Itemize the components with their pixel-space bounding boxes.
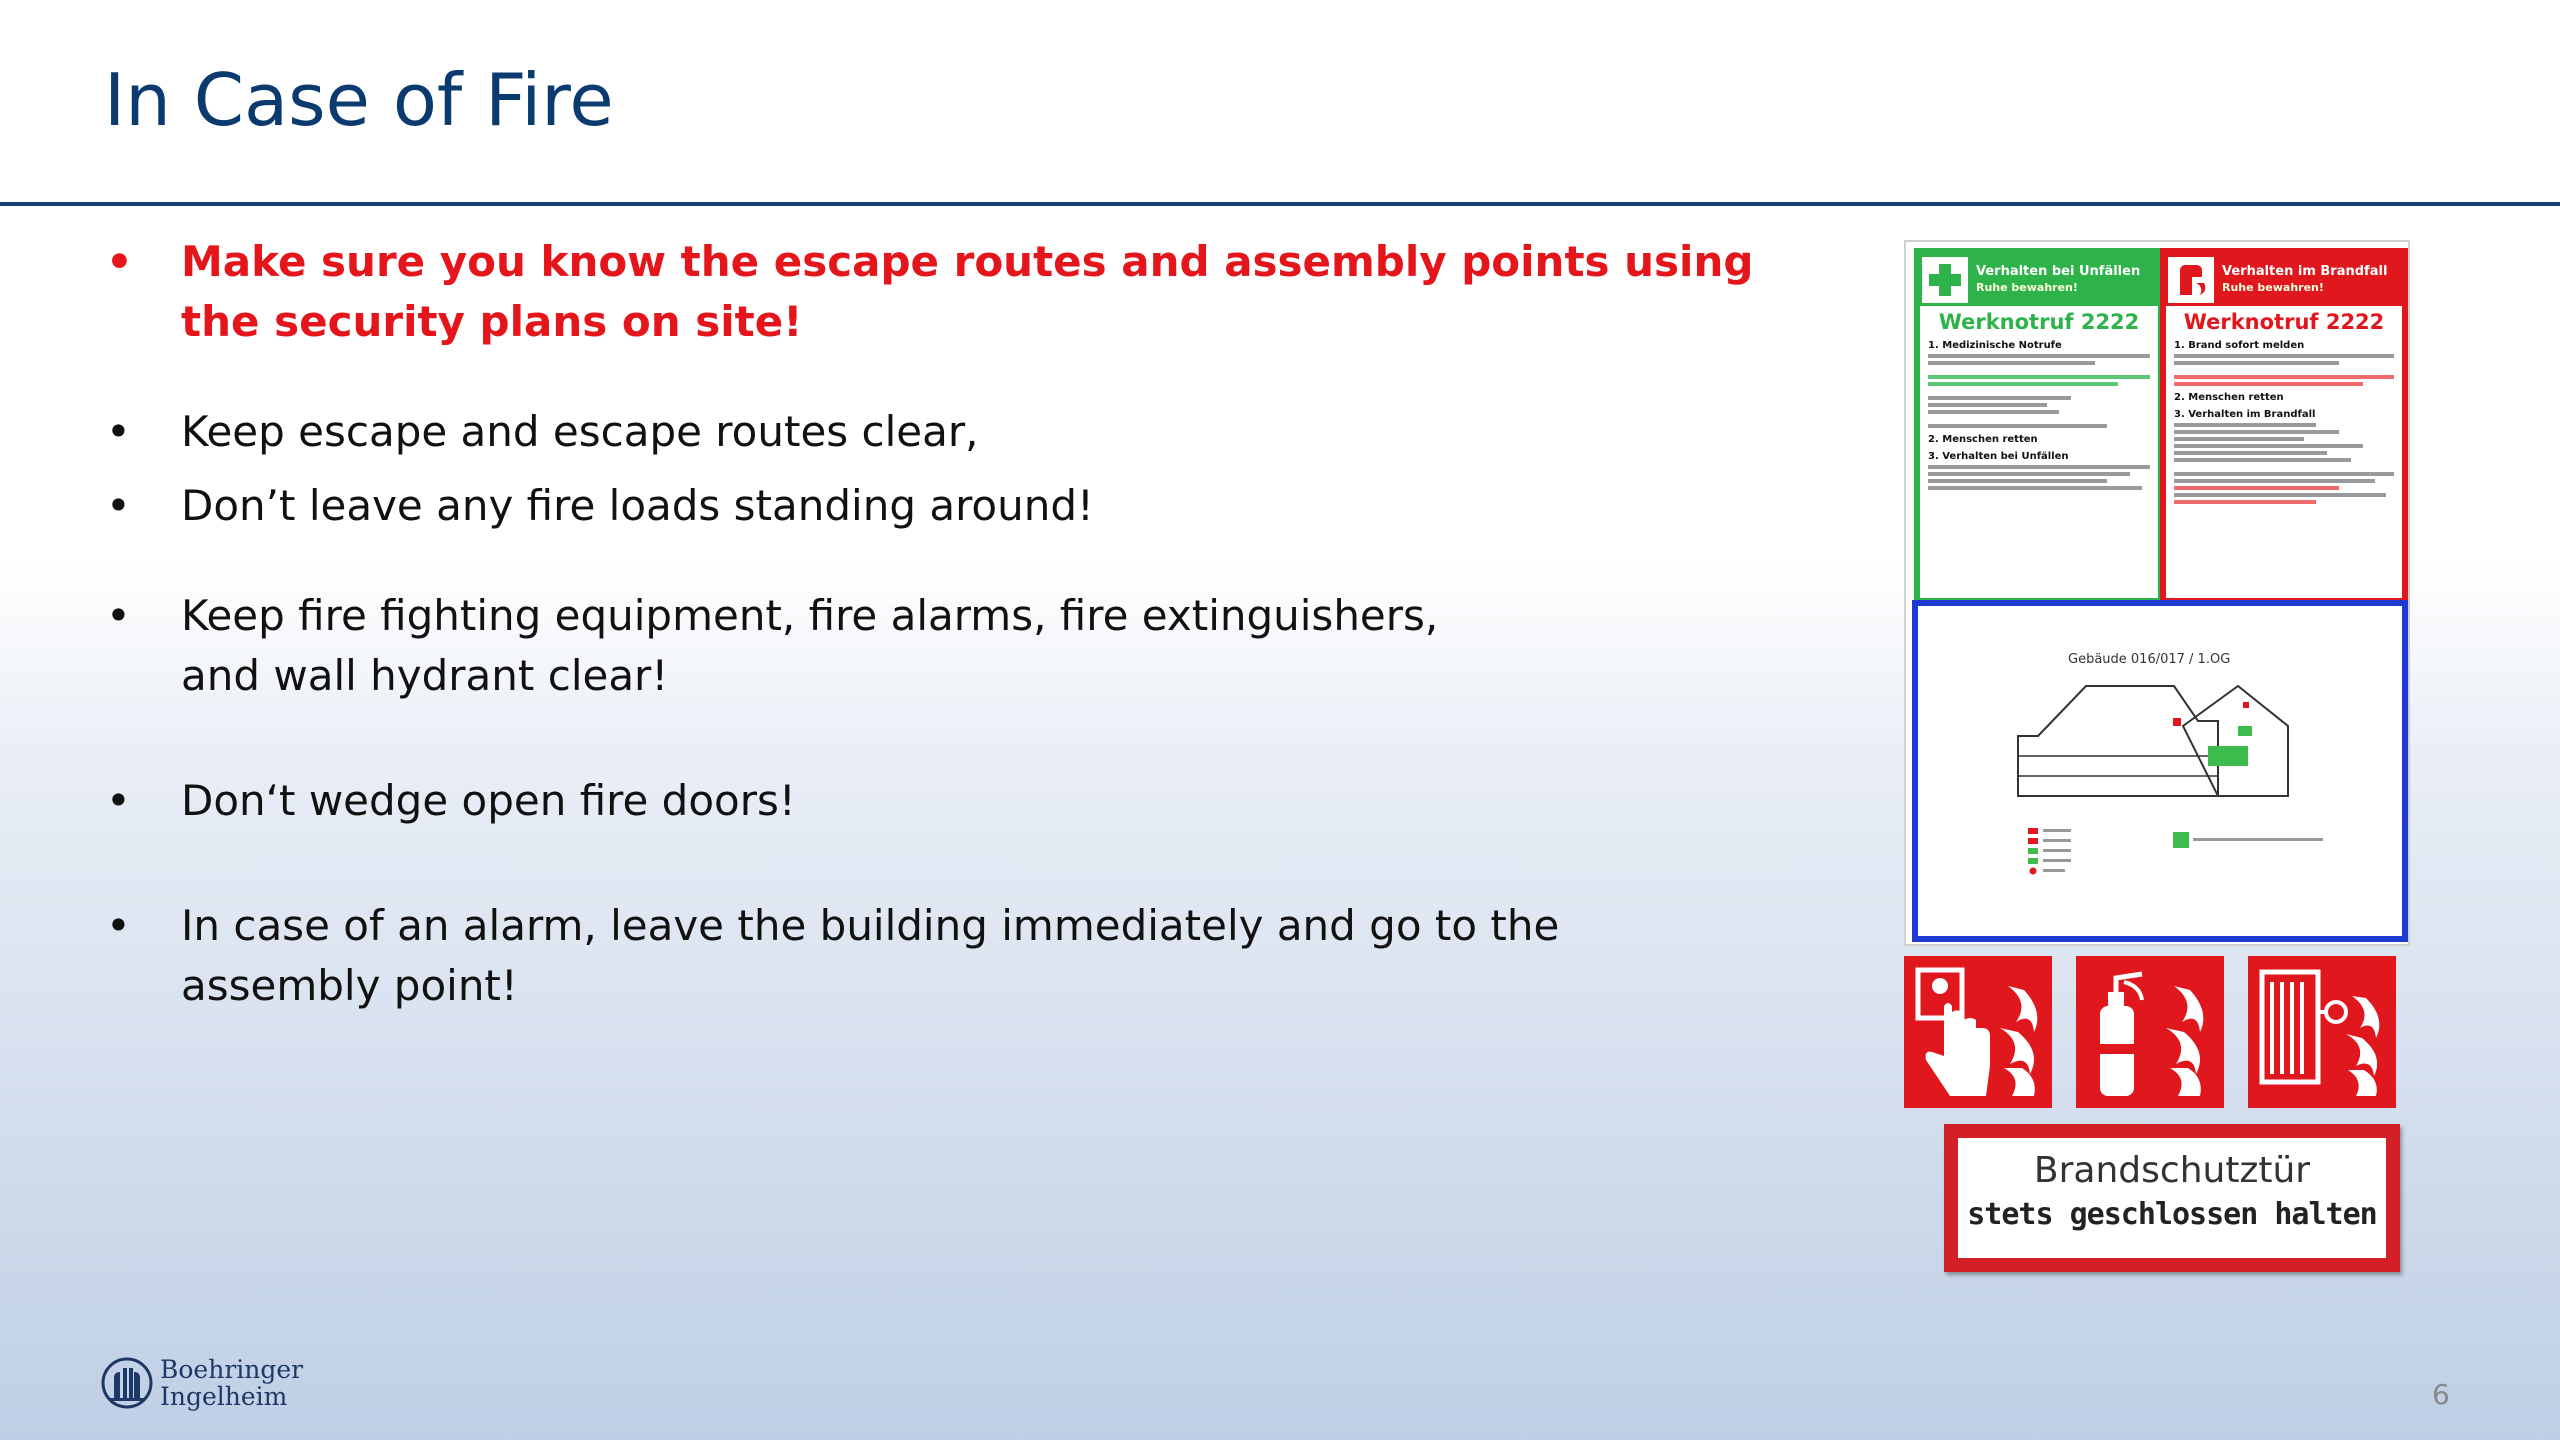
fine-print <box>1928 479 2107 483</box>
bullet-item-equipment <box>100 586 1481 706</box>
fine-print <box>1928 361 2095 365</box>
bullet-text: Don‘t wedge open fire doors! <box>181 776 796 825</box>
fine-print <box>1928 472 2130 476</box>
fine-print <box>1928 382 2118 386</box>
fine-print <box>2174 458 2351 462</box>
fine-print <box>2174 444 2363 448</box>
fine-print <box>1928 486 2142 490</box>
slide-title: In Case of Fire <box>104 58 614 142</box>
fire-procedure-panel <box>2160 248 2408 604</box>
wall-hydrant-sign <box>2248 956 2396 1108</box>
accident-title-text: Verhalten bei Unfällen <box>1976 264 2141 279</box>
bullet-marker: • <box>106 237 133 286</box>
accident-procedure-panel <box>1914 248 2164 604</box>
safety-plan-image <box>1904 240 2410 946</box>
floor-plan-drawing <box>1918 606 2402 936</box>
fine-print <box>1928 410 2059 414</box>
fine-print <box>2174 437 2304 441</box>
fire-step: 1. Brand sofort melden <box>2174 340 2305 351</box>
building-label: Gebäude 016/017 / 1.OG <box>2068 652 2231 667</box>
fire-panel-title <box>2222 264 2387 296</box>
bullet-text: In case of an alarm, leave the building immediately and go to the assembly point! <box>181 901 1560 1010</box>
logo-wordmark <box>160 1356 303 1410</box>
accident-emergency-number: Werknotruf 2222 <box>1938 310 2140 334</box>
bullet-text: Keep fire fighting equipment, fire alarms, fire extinguishers, and wall hydrant clear! <box>181 591 1439 700</box>
fine-print <box>1928 375 2150 379</box>
fire-hose-reel-icon <box>2248 956 2396 1108</box>
fine-print <box>1928 465 2150 469</box>
accident-step: 1. Medizinische Notrufe <box>1928 340 2062 351</box>
fine-print <box>2174 430 2339 434</box>
company-logo <box>100 1356 303 1410</box>
fire-step: 2. Menschen retten <box>2174 392 2284 403</box>
fire-emergency-number: Werknotruf 2222 <box>2183 310 2385 334</box>
fine-print <box>2174 472 2394 476</box>
fine-print <box>2174 479 2375 483</box>
fine-print <box>1928 354 2150 358</box>
bullet-marker: • <box>106 591 131 640</box>
fine-print <box>2174 354 2394 358</box>
fine-print <box>2174 500 2316 504</box>
fire-alarm-icon <box>2168 257 2214 303</box>
fine-print <box>2174 361 2339 365</box>
fine-print <box>2174 423 2316 427</box>
fine-print <box>1928 424 2107 428</box>
floor-plan-panel <box>1912 600 2408 942</box>
bullet-text: Keep escape and escape routes clear, <box>181 407 979 456</box>
fire-alarm-button-icon <box>1904 956 2052 1108</box>
bullet-marker: • <box>106 481 131 530</box>
fire-door-sign-panel <box>1958 1138 2386 1258</box>
title-divider <box>0 202 2560 206</box>
bullet-list <box>100 232 1820 1016</box>
fire-extinguisher-sign <box>2076 956 2224 1108</box>
fire-panel-header <box>2166 254 2402 306</box>
accident-step: 3. Verhalten bei Unfällen <box>1928 451 2069 462</box>
bullet-item-fire-doors <box>100 771 1820 831</box>
fire-extinguisher-icon <box>2076 956 2224 1108</box>
bullet-item-escape-routes <box>100 232 1820 352</box>
page-number: 6 <box>2432 1378 2450 1411</box>
logo-line2: Ingelheim <box>160 1382 288 1411</box>
fine-print <box>2174 375 2394 379</box>
fine-print <box>2174 493 2386 497</box>
accident-step: 2. Menschen retten <box>1928 434 2038 445</box>
fire-title-text: Verhalten im Brandfall <box>2222 264 2388 279</box>
bullet-marker: • <box>106 901 131 950</box>
accident-panel-header <box>1920 254 2158 306</box>
fire-step: 3. Verhalten im Brandfall <box>2174 409 2316 420</box>
fine-print <box>1928 403 2047 407</box>
first-aid-cross-icon <box>1922 257 1968 303</box>
bullet-text: Don’t leave any fire loads standing around! <box>181 481 1094 530</box>
bullet-marker: • <box>106 407 131 456</box>
bullet-item-fire-loads <box>100 476 1820 536</box>
fine-print <box>2174 486 2339 490</box>
accident-subtitle: Ruhe bewahren! <box>1976 281 2078 294</box>
fire-door-sign-line2: stets geschlossen halten <box>1967 1197 2377 1232</box>
bullet-text: Make sure you know the escape routes and assembly points using the security plans on site! <box>181 237 1754 346</box>
fine-print <box>1928 396 2071 400</box>
fine-print <box>2174 451 2327 455</box>
accident-panel-title <box>1976 264 2140 296</box>
logo-line1: Boehringer <box>160 1355 304 1384</box>
boehringer-logo-icon <box>100 1356 154 1410</box>
fire-door-sign-line1: Brandschutztür <box>2033 1150 2311 1191</box>
fire-subtitle: Ruhe bewahren! <box>2222 281 2324 294</box>
bullet-item-alarm <box>100 896 1631 1016</box>
fire-door-sign <box>1944 1124 2400 1272</box>
bullet-marker: • <box>106 776 131 825</box>
bullet-item-keep-clear <box>100 402 1820 462</box>
fine-print <box>2174 382 2363 386</box>
fire-alarm-sign <box>1904 956 2052 1108</box>
